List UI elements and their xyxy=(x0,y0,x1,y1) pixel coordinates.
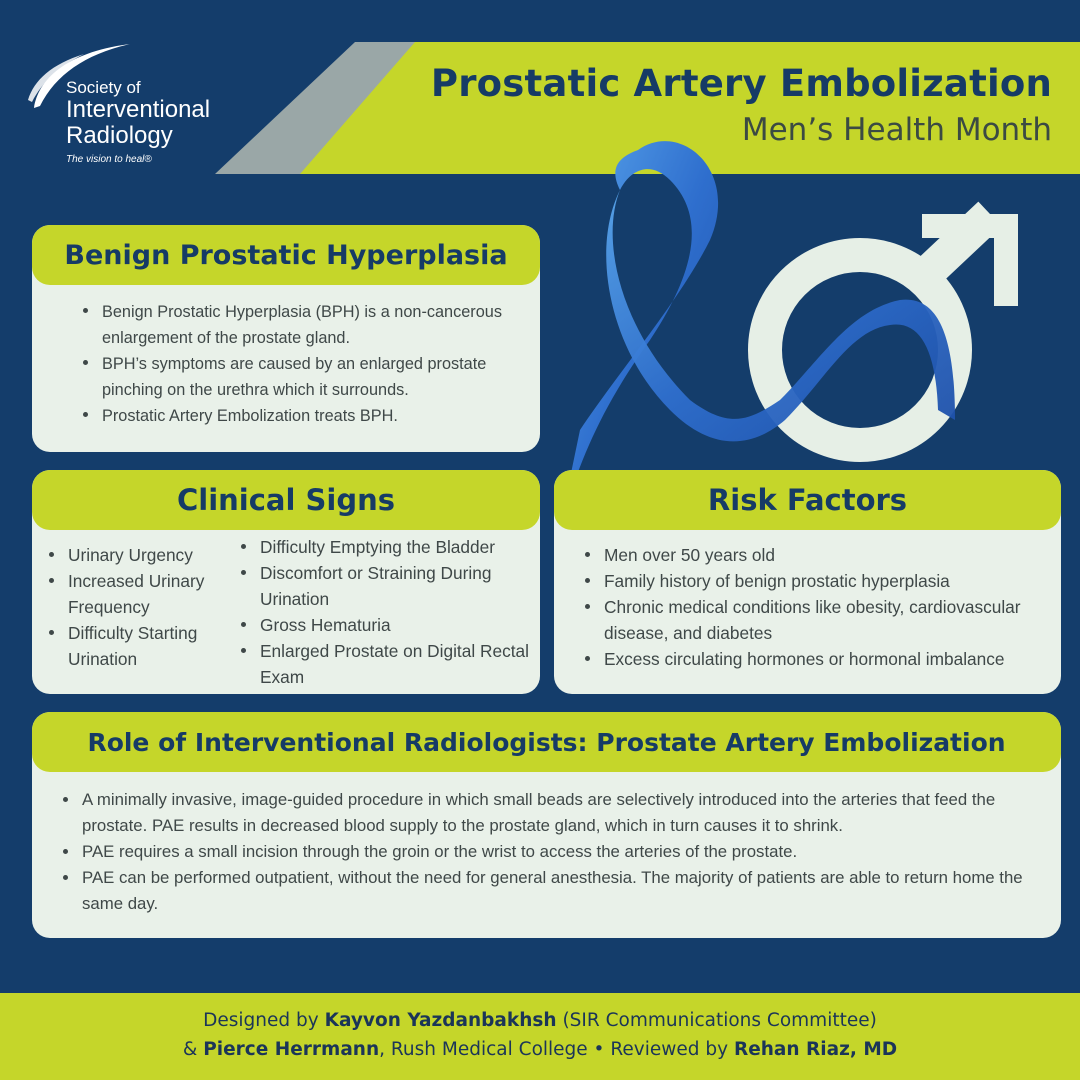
committee-label: (SIR Communications Committee) xyxy=(562,1010,877,1031)
page-title: Prostatic Artery Embolization xyxy=(430,62,1052,105)
list-item: Benign Prostatic Hyperplasia (BPH) is a non-cancerous enlargement of the prostate gland. xyxy=(80,299,530,351)
list-item: Excess circulating hormones or hormonal imbalance xyxy=(582,646,1057,672)
list-item: BPH’s symptoms are caused by an enlarged prostate pinching on the urethra which it surrounds. xyxy=(80,351,530,403)
list-item: Difficulty Emptying the Bladder xyxy=(238,534,534,560)
list-item: Prostatic Artery Embolization treats BPH. xyxy=(80,403,530,429)
list-item: Chronic medical conditions like obesity, cardiovascular disease, and diabetes xyxy=(582,594,1057,646)
role-of-ir-list xyxy=(60,787,1056,917)
male-symbol-icon xyxy=(765,214,1018,445)
list-item: Men over 50 years old xyxy=(582,542,1057,568)
designed-by-label: Designed by xyxy=(203,1010,319,1031)
list-item: PAE requires a small incision through the groin or the wrist to access the arteries of the prostate. xyxy=(60,839,1056,865)
list-item: Discomfort or Straining During Urination xyxy=(238,560,534,612)
clinical-signs-list-right xyxy=(238,534,534,690)
risk-factors-heading: Risk Factors xyxy=(554,470,1061,530)
designer-name: Kayvon Yazdanbakhsh xyxy=(324,1010,557,1031)
role-of-ir-card xyxy=(32,712,1061,938)
logo-line-1: Society of xyxy=(66,78,141,97)
bph-list xyxy=(80,299,530,429)
list-item: Urinary Urgency xyxy=(46,542,246,568)
logo-line-3: Radiology xyxy=(66,122,173,149)
ampersand: & xyxy=(182,1039,198,1060)
role-of-ir-heading: Role of Interventional Radiologists: Prostate Artery Embolization xyxy=(32,712,1061,772)
codesigner-name: Pierce Herrmann xyxy=(203,1039,380,1060)
risk-factors-list xyxy=(582,542,1057,672)
bph-heading: Benign Prostatic Hyperplasia xyxy=(32,225,540,285)
list-item: A minimally invasive, image-guided procedure in which small beads are selectively introduced into the arteries that feed the prostate. PAE results in decreased blood supply to the prostate gland, which in turn causes it to shrink. xyxy=(60,787,1056,839)
clinical-signs-list-left xyxy=(46,542,246,672)
credits-line-1 xyxy=(0,1006,1080,1035)
page-subtitle: Men’s Health Month xyxy=(741,112,1052,148)
credits-footer xyxy=(0,993,1080,1080)
bph-card xyxy=(32,225,540,452)
list-item: Difficulty Starting Urination xyxy=(46,620,246,672)
clinical-signs-card xyxy=(32,470,540,694)
list-item: Increased Urinary Frequency xyxy=(46,568,246,620)
sir-logo xyxy=(26,40,256,180)
logo-tagline: The vision to heal® xyxy=(66,154,152,165)
list-item: Family history of benign prostatic hyperplasia xyxy=(582,568,1057,594)
reviewer-name: Rehan Riaz, MD xyxy=(733,1039,898,1060)
risk-factors-card xyxy=(554,470,1061,694)
list-item: Gross Hematuria xyxy=(238,612,534,638)
clinical-signs-heading: Clinical Signs xyxy=(32,470,540,530)
credits-line-2 xyxy=(0,1035,1080,1064)
list-item: PAE can be performed outpatient, without the need for general anesthesia. The majority of patients are able to return home the same day. xyxy=(60,865,1056,917)
school-label: , Rush Medical College • Reviewed by xyxy=(379,1039,729,1060)
logo-line-2: Interventional xyxy=(66,96,211,123)
list-item: Enlarged Prostate on Digital Rectal Exam xyxy=(238,638,534,690)
